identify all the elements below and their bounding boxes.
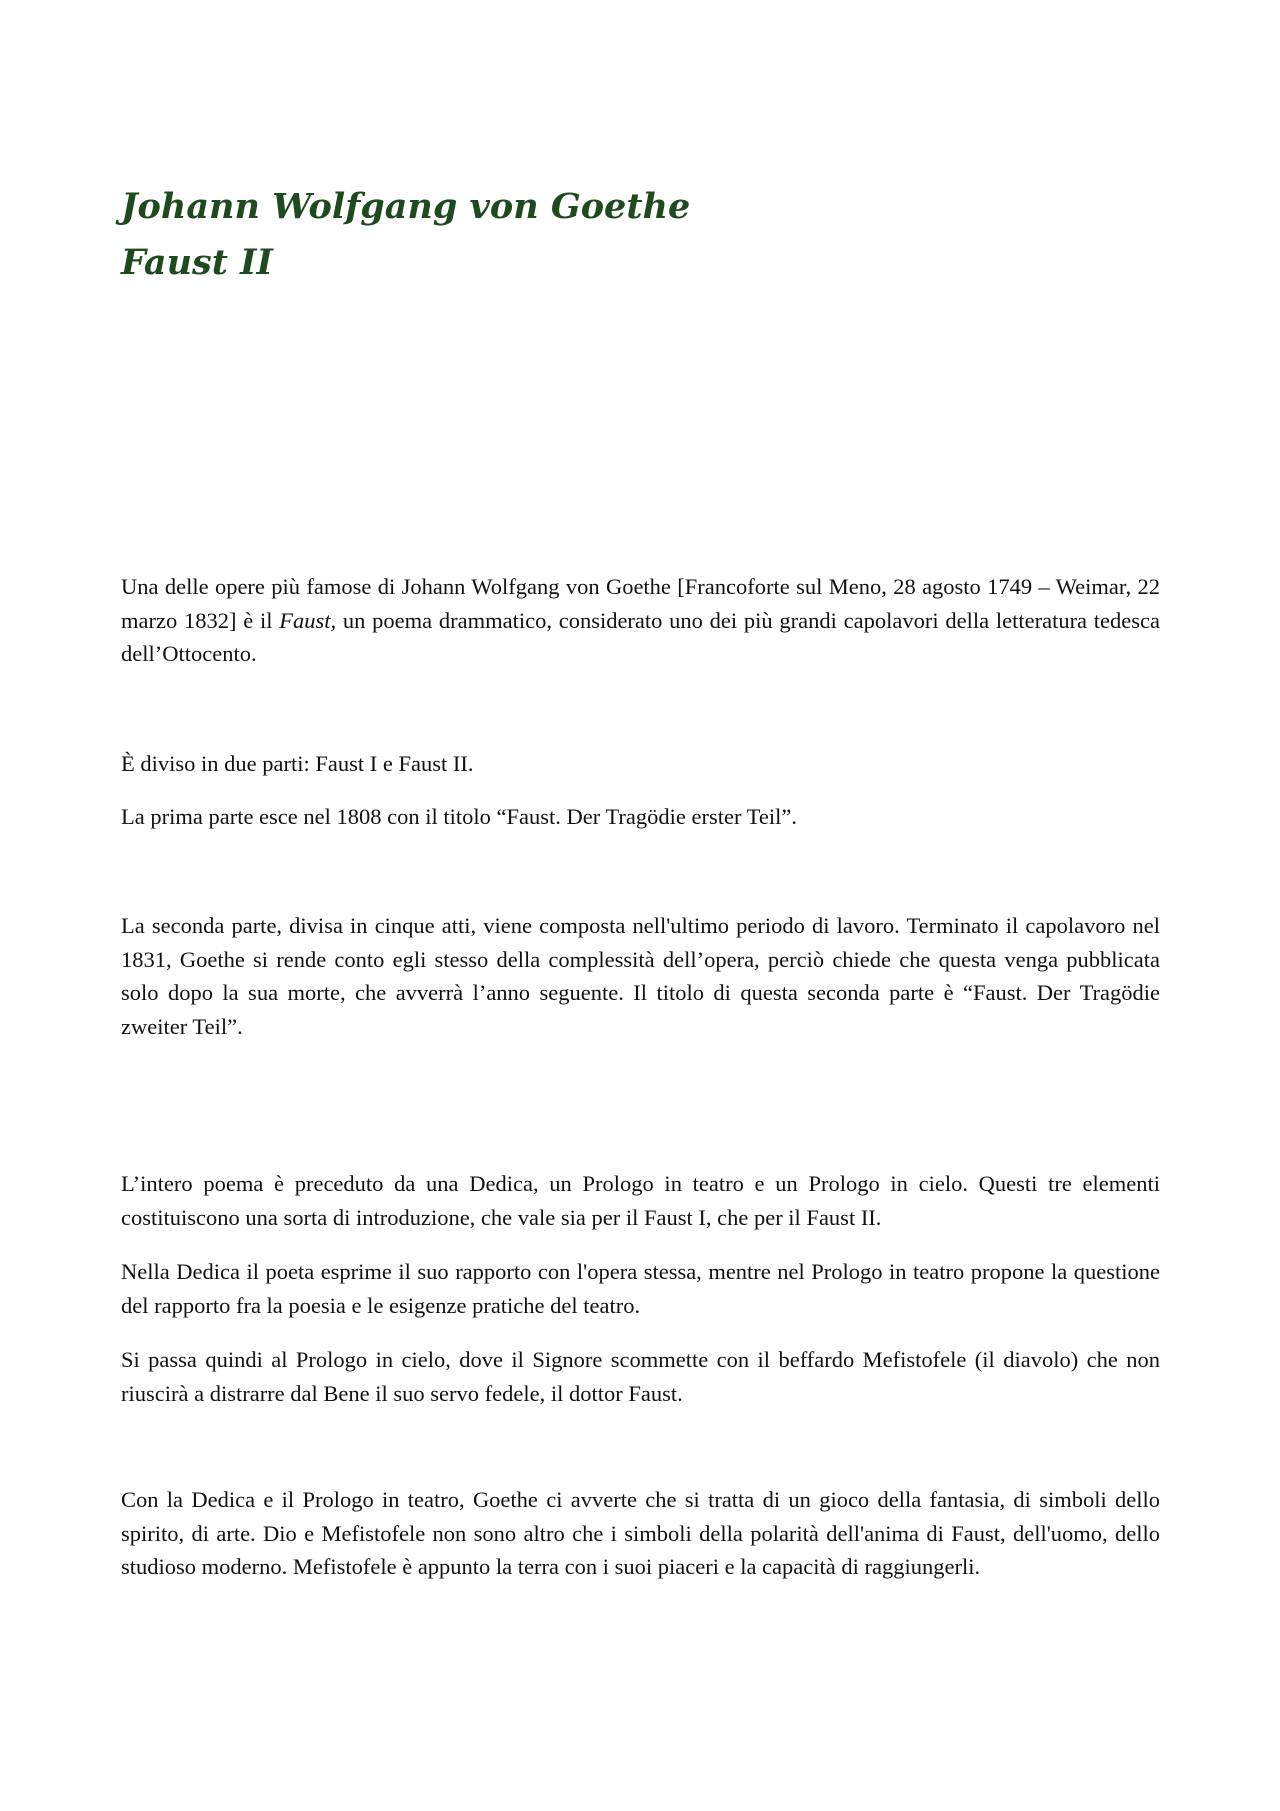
- paragraph-intro: [121, 570, 1160, 671]
- paragraph-second-part: La seconda parte, divisa in cinque atti, viene composta nell'ultimo periodo di lavoro. Terminato il capolavoro nel 1831, Goethe si rende conto egli stesso della complessità dell’opera, perciò chiede che questa venga pubblicata solo dopo la sua morte, che avverrà l’anno seguente. Il titolo di questa seconda parte è “Faust. Der Tragödie zweiter Teil”.: [121, 913, 1160, 1039]
- paragraph-intro-text: Una delle opere più famose di Johann Wolfgang von Goethe [Francoforte sul Meno, 28 agosto 1749 – Weimar, 22 marzo 1832] è il: [121, 574, 1160, 633]
- faust-emphasis: Faust,: [279, 607, 337, 633]
- work-title: Faust II: [121, 242, 273, 283]
- paragraph-first-part: La prima parte esce nel 1808 con il titolo “Faust. Der Tragödie erster Teil”.: [121, 804, 797, 829]
- author-title: Johann Wolfgang von Goethe: [121, 186, 691, 227]
- paragraph-dedication: Nella Dedica il poeta esprime il suo rapporto con l'opera stessa, mentre nel Prologo in teatro propone la questione del rapporto fra la poesia e le esigenze pratiche del teatro.: [121, 1259, 1160, 1318]
- paragraph-prologue-overview: L’intero poema è preceduto da una Dedica, un Prologo in teatro e un Prologo in cielo. Questi tre elementi costituiscono una sorta di introduzione, che vale sia per il Faust I, che per il Faust II.: [121, 1171, 1160, 1230]
- paragraph-division: È diviso in due parti: Faust I e Faust II.: [121, 751, 474, 776]
- paragraph-prologue-heaven: Si passa quindi al Prologo in cielo, dove il Signore scommette con il beffardo Mefistofele (il diavolo) che non riuscirà a distrarre dal Bene il suo servo fedele, il dottor Faust.: [121, 1347, 1160, 1406]
- paragraph-symbols: Con la Dedica e il Prologo in teatro, Goethe ci avverte che si tratta di un gioco della fantasia, di simboli dello spirito, di arte. Dio e Mefistofele non sono altro che i simboli della polarità dell'anima di Faust, dell'uomo, dello studioso moderno. Mefistofele è appunto la terra con i suoi piaceri e la capacità di raggiungerli.: [121, 1487, 1160, 1579]
- paragraph-intro-text-end: un poema drammatico, considerato uno dei più grandi capolavori della letteratura tedesca dell’Ottocento.: [121, 607, 1161, 666]
